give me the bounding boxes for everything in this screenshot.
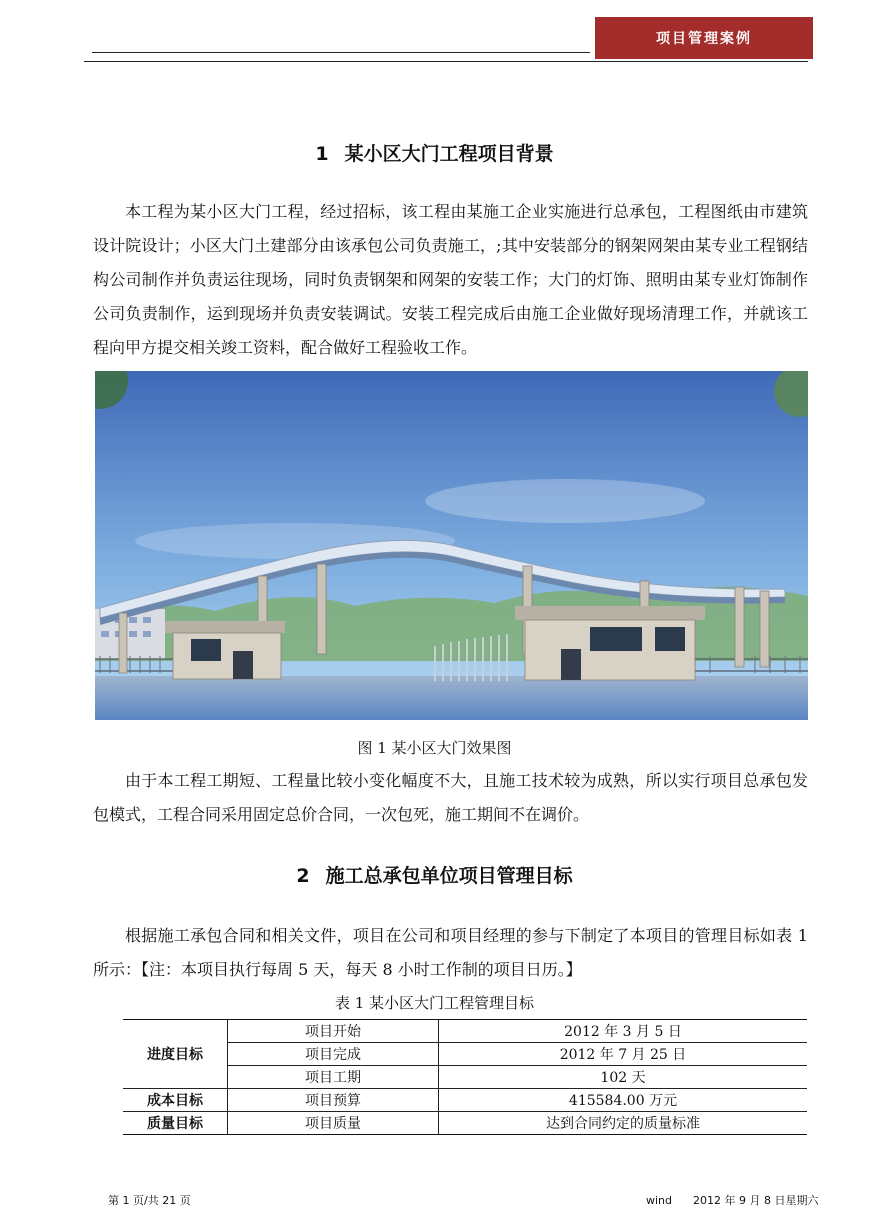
management-goals-table (123, 1019, 807, 1135)
cost-goal-label: 成本目标 (123, 1089, 228, 1112)
figure-caption: 图 1 某小区大门效果图 (357, 739, 512, 757)
section-2-title: 施工总承包单位项目管理目标 (325, 865, 573, 887)
quality-goal-label: 质量目标 (123, 1112, 228, 1135)
table-value-cell: 2012 年 3 月 5 日 (439, 1020, 808, 1043)
section-2-paragraph-1: 根据施工承包合同和相关文件，项目在公司和项目经理的参与下制定了本项目的管理目标如表 1 所示：【注：本项目执行每周 5 天，每天 8 小时工作制的项目日历。】 (93, 926, 808, 979)
table-value-cell: 2012 年 7 月 25 日 (439, 1043, 808, 1066)
header-rule-upper (92, 52, 590, 53)
section-1-title: 某小区大门工程项目背景 (344, 143, 554, 165)
section-2-number: 2 (296, 865, 310, 887)
table-value-cell: 415584.00 万元 (439, 1089, 808, 1112)
section-1-heading (0, 139, 869, 166)
table-value-cell: 102 天 (439, 1066, 808, 1089)
table-caption: 表 1 某小区大门工程管理目标 (334, 994, 535, 1012)
section-1-paragraph-1: 本工程为某小区大门工程，经过招标，该工程由某施工企业实施进行总承包，工程图纸由市建筑设计院设计；小区大门土建部分由该承包公司负责施工，;其中安装部分的钢架网架由某专业工程钢结构公司制作并负责运往现场，同时负责钢架和网架的安装工作；大门的灯饰、照明由某专业灯饰制作公司负责制作，运到现场并负责安装调试。安装工程完成后由施工企业做好现场清理工作，并就该工程向甲方提交相关竣工资料，配合做好工程验收工作。 (93, 202, 808, 357)
section-1-number: 1 (315, 143, 329, 165)
table-row (123, 1112, 807, 1135)
header-badge: 项目管理案例 (595, 17, 813, 59)
table-item-cell: 项目开始 (228, 1020, 439, 1043)
section-1-paragraph-2: 由于本工程工期短、工程量比较小变化幅度不大，且施工技术较为成熟，所以实行项目总承包发包模式，工程合同采用固定总价合同，一次包死，施工期间不在调价。 (93, 771, 808, 824)
section-2-heading (0, 861, 869, 888)
table-row (123, 1020, 807, 1043)
gate-rendering-image (95, 371, 808, 720)
table-item-cell: 项目预算 (228, 1089, 439, 1112)
footer-page-info: 第 1 页/共 21 页 (108, 1194, 191, 1207)
table-item-cell: 项目完成 (228, 1043, 439, 1066)
table-value-cell: 达到合同约定的质量标准 (439, 1112, 808, 1135)
footer-author-date: wind 2012 年 9 月 8 日星期六 (646, 1194, 819, 1207)
table-item-cell: 项目工期 (228, 1066, 439, 1089)
table-row (123, 1089, 807, 1112)
header-rule-lower (84, 61, 808, 62)
progress-goal-label: 进度目标 (123, 1020, 228, 1089)
table-item-cell: 项目质量 (228, 1112, 439, 1135)
